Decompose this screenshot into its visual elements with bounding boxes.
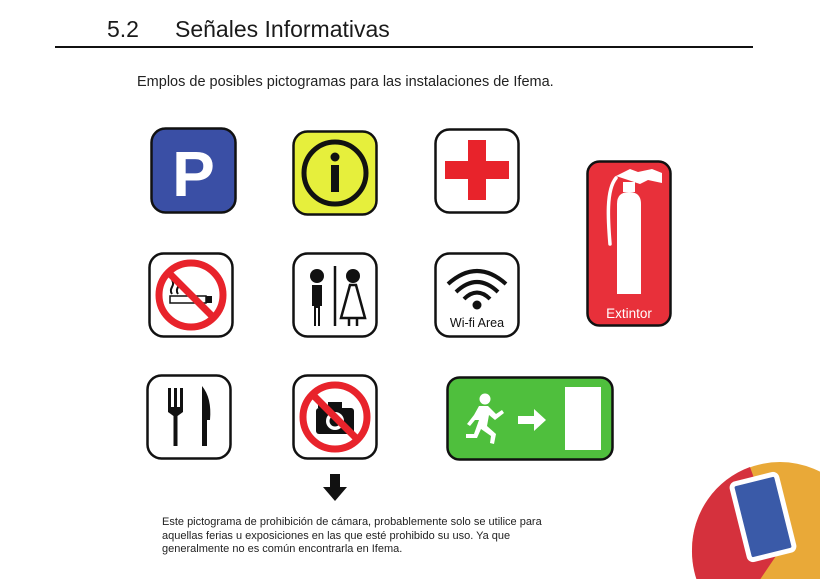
header-rule (55, 46, 753, 48)
no-smoking-icon (148, 252, 234, 338)
wifi-sign (434, 252, 520, 338)
no-camera-sign (292, 374, 378, 460)
exit-sign (446, 376, 614, 461)
footnote-text: Este pictograma de prohibición de cámara, probablemente solo se utilice para aquellas ferias u exposiciones en las que esté prohibido su uso. Ya que generalmente no es común encontrarla en Ifema. (162, 516, 542, 555)
no-camera-icon (292, 374, 378, 460)
extinguisher-sign (586, 160, 672, 327)
ifema-logo-fragment-icon (680, 440, 820, 579)
intro-text: Emplos de posibles pictogramas para las instalaciones de Ifema. (137, 74, 554, 90)
arrow-down-icon (322, 474, 348, 502)
fire-extinguisher-icon (586, 160, 672, 327)
toilets-sign (292, 252, 378, 338)
parking-icon (150, 127, 237, 214)
parking-sign (150, 127, 237, 214)
fork-knife-icon (146, 374, 232, 460)
section-title: Señales Informativas (175, 16, 390, 42)
first-aid-cross-icon (434, 128, 520, 214)
emergency-exit-icon (446, 376, 614, 461)
parking-letter: P (172, 138, 215, 210)
information-icon (292, 130, 378, 216)
no-smoking-sign (148, 252, 234, 338)
restaurant-sign (146, 374, 232, 460)
toilets-icon (292, 252, 378, 338)
wifi-label: Wi-fi Area (449, 316, 505, 330)
information-sign (292, 130, 378, 216)
logo-decoration (680, 440, 820, 579)
section-number: 5.2 (107, 16, 139, 42)
extinguisher-label: Extintor (606, 306, 652, 321)
first-aid-sign (434, 128, 520, 214)
wifi-icon (434, 252, 520, 338)
